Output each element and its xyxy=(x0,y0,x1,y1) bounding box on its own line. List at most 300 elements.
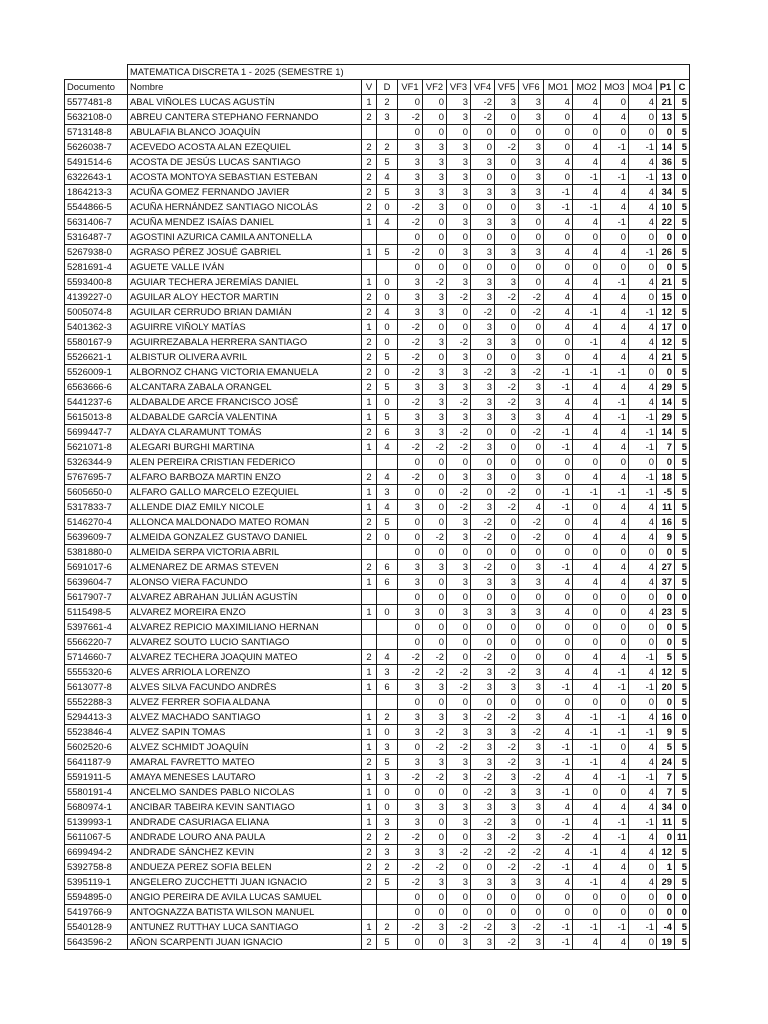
cell-mo2: 0 xyxy=(573,260,601,275)
cell-nombre: ANDRADE SÁNCHEZ KEVIN xyxy=(128,845,362,860)
table-row xyxy=(65,935,690,950)
cell-nombre: AGRASO PÉREZ JOSUÉ GABRIEL xyxy=(128,245,362,260)
cell-vf5: 0 xyxy=(495,425,519,440)
cell-vf6: -2 xyxy=(519,530,544,545)
cell-documento: 5593400-8 xyxy=(65,275,128,290)
cell-mo4: 0 xyxy=(629,860,657,875)
cell-vf2: -2 xyxy=(423,650,447,665)
cell-documento: 5392758-8 xyxy=(65,860,128,875)
cell-vf2: 3 xyxy=(423,800,447,815)
cell-vf5: 3 xyxy=(495,680,519,695)
table-row xyxy=(65,485,690,500)
cell-mo1: 0 xyxy=(544,170,573,185)
cell-nombre: ANGIO PEREIRA DE AVILA LUCAS SAMUEL xyxy=(128,890,362,905)
cell-mo3: -1 xyxy=(601,170,629,185)
cell-d: 4 xyxy=(377,500,398,515)
cell-v: 2 xyxy=(362,515,377,530)
cell-mo1: 0 xyxy=(544,455,573,470)
cell-vf4: 0 xyxy=(471,905,495,920)
cell-vf6: 3 xyxy=(519,935,544,950)
cell-vf2: 0 xyxy=(423,455,447,470)
cell-nombre: AGOSTINI AZURICA CAMILA ANTONELLA xyxy=(128,230,362,245)
cell-c: 5 xyxy=(675,455,690,470)
cell-vf3: 0 xyxy=(447,695,471,710)
cell-mo1: 4 xyxy=(544,245,573,260)
cell-c: 5 xyxy=(675,425,690,440)
cell-vf6: 3 xyxy=(519,560,544,575)
cell-nombre: ABAL VIÑOLES LUCAS AGUSTÍN xyxy=(128,95,362,110)
cell-vf5: -2 xyxy=(495,485,519,500)
cell-v xyxy=(362,695,377,710)
cell-mo1: -1 xyxy=(544,425,573,440)
header-p1: P1 xyxy=(657,80,675,95)
cell-vf4: 3 xyxy=(471,800,495,815)
cell-vf4: -2 xyxy=(471,305,495,320)
cell-vf3: 3 xyxy=(447,710,471,725)
cell-mo1: 0 xyxy=(544,470,573,485)
cell-p1: 16 xyxy=(657,710,675,725)
cell-documento: 5526009-1 xyxy=(65,365,128,380)
table-row xyxy=(65,185,690,200)
cell-nombre: ALMENAREZ DE ARMAS STEVEN xyxy=(128,560,362,575)
cell-vf3: 0 xyxy=(447,455,471,470)
cell-mo4: -1 xyxy=(629,920,657,935)
cell-mo4: 4 xyxy=(629,830,657,845)
cell-vf6: 3 xyxy=(519,95,544,110)
cell-c: 5 xyxy=(675,245,690,260)
cell-mo4: 0 xyxy=(629,890,657,905)
cell-vf2: 0 xyxy=(423,500,447,515)
cell-mo3: 4 xyxy=(601,335,629,350)
grades-sheet xyxy=(64,64,690,950)
cell-mo1: 0 xyxy=(544,695,573,710)
cell-nombre: AMARAL FAVRETTO MATEO xyxy=(128,755,362,770)
cell-vf4: -2 xyxy=(471,110,495,125)
cell-vf3: 3 xyxy=(447,365,471,380)
cell-c: 0 xyxy=(675,890,690,905)
cell-documento: 5643596-2 xyxy=(65,935,128,950)
cell-vf1: -2 xyxy=(398,875,423,890)
cell-p1: 19 xyxy=(657,935,675,950)
cell-vf1: -2 xyxy=(398,860,423,875)
cell-documento: 5552288-3 xyxy=(65,695,128,710)
cell-vf2: 0 xyxy=(423,605,447,620)
cell-mo2: 4 xyxy=(573,290,601,305)
cell-vf3: 3 xyxy=(447,110,471,125)
cell-v: 1 xyxy=(362,275,377,290)
cell-mo3: 4 xyxy=(601,155,629,170)
cell-c: 5 xyxy=(675,275,690,290)
cell-mo2: 0 xyxy=(573,545,601,560)
cell-c: 0 xyxy=(675,800,690,815)
cell-vf3: 3 xyxy=(447,815,471,830)
cell-mo2: 4 xyxy=(573,185,601,200)
cell-mo3: 0 xyxy=(601,545,629,560)
cell-documento: 5714660-7 xyxy=(65,650,128,665)
cell-mo4: 4 xyxy=(629,875,657,890)
cell-vf1: 0 xyxy=(398,545,423,560)
cell-vf4: 3 xyxy=(471,245,495,260)
cell-documento: 5626038-7 xyxy=(65,140,128,155)
cell-vf6: 3 xyxy=(519,380,544,395)
cell-v: 2 xyxy=(362,560,377,575)
cell-vf5: 0 xyxy=(495,470,519,485)
cell-mo2: 0 xyxy=(573,125,601,140)
cell-nombre: ACOSTA MONTOYA SEBASTIAN ESTEBAN xyxy=(128,170,362,185)
cell-vf6: 3 xyxy=(519,800,544,815)
cell-nombre: ACUÑA MENDEZ ISAÍAS DANIEL xyxy=(128,215,362,230)
cell-mo3: 4 xyxy=(601,515,629,530)
cell-documento: 5281691-4 xyxy=(65,260,128,275)
cell-v xyxy=(362,125,377,140)
header-mo4: MO4 xyxy=(629,80,657,95)
cell-vf3: 3 xyxy=(447,155,471,170)
cell-mo3: 4 xyxy=(601,200,629,215)
cell-c: 0 xyxy=(675,230,690,245)
cell-mo3: 0 xyxy=(601,740,629,755)
cell-vf6: -2 xyxy=(519,770,544,785)
cell-v: 1 xyxy=(362,710,377,725)
cell-vf1: -2 xyxy=(398,200,423,215)
cell-mo2: -1 xyxy=(573,920,601,935)
cell-vf4: 3 xyxy=(471,410,495,425)
cell-mo3: -1 xyxy=(601,410,629,425)
cell-d: 6 xyxy=(377,425,398,440)
cell-vf1: 3 xyxy=(398,680,423,695)
cell-mo4: 4 xyxy=(629,200,657,215)
cell-vf6: 3 xyxy=(519,575,544,590)
cell-vf1: 3 xyxy=(398,500,423,515)
cell-vf1: 0 xyxy=(398,530,423,545)
cell-vf3: 3 xyxy=(447,755,471,770)
table-row xyxy=(65,665,690,680)
cell-mo2: 0 xyxy=(573,890,601,905)
cell-mo1: 4 xyxy=(544,575,573,590)
cell-c: 5 xyxy=(675,260,690,275)
cell-vf1: 3 xyxy=(398,140,423,155)
cell-vf1: 0 xyxy=(398,455,423,470)
cell-vf4: 3 xyxy=(471,665,495,680)
cell-mo2: 4 xyxy=(573,560,601,575)
cell-vf4: 3 xyxy=(471,380,495,395)
cell-vf6: 3 xyxy=(519,350,544,365)
cell-documento: 5767695-7 xyxy=(65,470,128,485)
cell-vf1: -2 xyxy=(398,215,423,230)
cell-mo1: -1 xyxy=(544,365,573,380)
cell-c: 5 xyxy=(675,470,690,485)
cell-mo2: -1 xyxy=(573,170,601,185)
cell-vf5: 3 xyxy=(495,725,519,740)
cell-vf6: -2 xyxy=(519,860,544,875)
cell-vf3: 3 xyxy=(447,185,471,200)
cell-c: 0 xyxy=(675,905,690,920)
cell-mo4: 0 xyxy=(629,935,657,950)
cell-mo1: 0 xyxy=(544,140,573,155)
cell-vf3: 0 xyxy=(447,650,471,665)
cell-vf6: 0 xyxy=(519,230,544,245)
cell-vf2: 0 xyxy=(423,620,447,635)
table-row xyxy=(65,470,690,485)
cell-vf6: 0 xyxy=(519,215,544,230)
cell-mo4: -1 xyxy=(629,650,657,665)
cell-vf6: 3 xyxy=(519,740,544,755)
cell-mo3: -1 xyxy=(601,830,629,845)
cell-nombre: ALDABALDE ARCE FRANCISCO JOSÉ xyxy=(128,395,362,410)
cell-c: 5 xyxy=(675,410,690,425)
cell-vf5: 0 xyxy=(495,695,519,710)
cell-d: 5 xyxy=(377,515,398,530)
cell-c: 5 xyxy=(675,635,690,650)
cell-mo2: 0 xyxy=(573,620,601,635)
cell-vf4: 3 xyxy=(471,575,495,590)
cell-c: 5 xyxy=(675,620,690,635)
cell-vf3: 0 xyxy=(447,905,471,920)
cell-mo1: 4 xyxy=(544,725,573,740)
cell-d: 2 xyxy=(377,95,398,110)
cell-v: 2 xyxy=(362,860,377,875)
cell-v: 1 xyxy=(362,665,377,680)
cell-vf5: 0 xyxy=(495,650,519,665)
cell-mo1: 0 xyxy=(544,350,573,365)
cell-vf2: -2 xyxy=(423,440,447,455)
cell-p1: 5 xyxy=(657,650,675,665)
cell-nombre: AGUIRRE VIÑOLY MATÍAS xyxy=(128,320,362,335)
cell-vf2: 3 xyxy=(423,680,447,695)
cell-documento: 5419766-9 xyxy=(65,905,128,920)
cell-vf1: -2 xyxy=(398,470,423,485)
cell-vf1: 0 xyxy=(398,635,423,650)
cell-vf1: 0 xyxy=(398,515,423,530)
cell-vf6: 3 xyxy=(519,830,544,845)
cell-mo3: 4 xyxy=(601,650,629,665)
cell-p1: 0 xyxy=(657,830,675,845)
cell-mo2: 0 xyxy=(573,605,601,620)
cell-d: 4 xyxy=(377,470,398,485)
title-row xyxy=(65,65,690,80)
cell-mo4: 4 xyxy=(629,515,657,530)
cell-mo4: -1 xyxy=(629,170,657,185)
cell-mo3: -1 xyxy=(601,365,629,380)
cell-d xyxy=(377,260,398,275)
cell-mo1: 0 xyxy=(544,635,573,650)
header-vf3: VF3 xyxy=(447,80,471,95)
cell-vf1: 0 xyxy=(398,890,423,905)
cell-v: 2 xyxy=(362,830,377,845)
table-row xyxy=(65,170,690,185)
cell-vf6: 0 xyxy=(519,320,544,335)
cell-c: 5 xyxy=(675,200,690,215)
table-row xyxy=(65,95,690,110)
table-row xyxy=(65,695,690,710)
cell-c: 5 xyxy=(675,530,690,545)
cell-mo4: -1 xyxy=(629,815,657,830)
header-nombre: Nombre xyxy=(128,80,362,95)
cell-mo4: 4 xyxy=(629,95,657,110)
cell-vf4: -2 xyxy=(471,515,495,530)
cell-c: 5 xyxy=(675,650,690,665)
cell-vf3: 0 xyxy=(447,635,471,650)
cell-vf6: -2 xyxy=(519,920,544,935)
cell-mo2: 0 xyxy=(573,635,601,650)
cell-vf4: 3 xyxy=(471,290,495,305)
cell-vf2: 0 xyxy=(423,695,447,710)
cell-c: 5 xyxy=(675,860,690,875)
cell-v: 1 xyxy=(362,785,377,800)
cell-mo3: 4 xyxy=(601,350,629,365)
cell-v: 2 xyxy=(362,365,377,380)
cell-p1: 0 xyxy=(657,905,675,920)
cell-mo4: 4 xyxy=(629,710,657,725)
cell-nombre: ACEVEDO ACOSTA ALAN EZEQUIEL xyxy=(128,140,362,155)
cell-p1: 0 xyxy=(657,620,675,635)
cell-vf5: -2 xyxy=(495,710,519,725)
cell-p1: 0 xyxy=(657,545,675,560)
cell-vf5: 3 xyxy=(495,785,519,800)
table-row xyxy=(65,455,690,470)
cell-vf3: 3 xyxy=(447,605,471,620)
header-vf5: VF5 xyxy=(495,80,519,95)
cell-nombre: ALEN PEREIRA CRISTIAN FEDERICO xyxy=(128,455,362,470)
cell-vf6: 0 xyxy=(519,485,544,500)
cell-vf5: 3 xyxy=(495,335,519,350)
cell-vf1: 3 xyxy=(398,815,423,830)
cell-vf4: 3 xyxy=(471,320,495,335)
cell-nombre: ANDUEZA PEREZ SOFIA BELEN xyxy=(128,860,362,875)
cell-documento: 6322643-1 xyxy=(65,170,128,185)
cell-vf1: -2 xyxy=(398,440,423,455)
cell-mo2: 4 xyxy=(573,95,601,110)
cell-documento: 4139227-0 xyxy=(65,290,128,305)
cell-p1: 15 xyxy=(657,290,675,305)
cell-v: 2 xyxy=(362,935,377,950)
cell-mo3: 0 xyxy=(601,635,629,650)
cell-documento: 5591911-5 xyxy=(65,770,128,785)
cell-mo4: 4 xyxy=(629,740,657,755)
cell-vf6: -2 xyxy=(519,725,544,740)
cell-documento: 5540128-9 xyxy=(65,920,128,935)
cell-documento: 5641187-9 xyxy=(65,755,128,770)
cell-vf5: 0 xyxy=(495,200,519,215)
cell-nombre: ALVEZ FERRER SOFIA ALDANA xyxy=(128,695,362,710)
cell-vf2: 3 xyxy=(423,335,447,350)
cell-v: 1 xyxy=(362,485,377,500)
cell-mo4: -1 xyxy=(629,470,657,485)
cell-mo1: -1 xyxy=(544,935,573,950)
cell-mo2: 4 xyxy=(573,665,601,680)
table-row xyxy=(65,620,690,635)
cell-vf5: 3 xyxy=(495,215,519,230)
cell-mo3: 4 xyxy=(601,320,629,335)
cell-c: 5 xyxy=(675,815,690,830)
cell-v: 1 xyxy=(362,680,377,695)
cell-mo2: -1 xyxy=(573,755,601,770)
cell-v: 2 xyxy=(362,155,377,170)
cell-d: 2 xyxy=(377,860,398,875)
cell-documento: 6563666-6 xyxy=(65,380,128,395)
cell-p1: -4 xyxy=(657,920,675,935)
cell-mo3: -1 xyxy=(601,815,629,830)
cell-vf3: 0 xyxy=(447,785,471,800)
cell-nombre: ALCANTARA ZABALA ORANGEL xyxy=(128,380,362,395)
cell-vf2: 3 xyxy=(423,185,447,200)
cell-vf4: 0 xyxy=(471,485,495,500)
cell-documento: 5699447-7 xyxy=(65,425,128,440)
cell-c: 11 xyxy=(675,830,690,845)
table-row xyxy=(65,830,690,845)
cell-vf3: -2 xyxy=(447,500,471,515)
cell-documento: 5580191-4 xyxy=(65,785,128,800)
cell-mo1: 0 xyxy=(544,335,573,350)
cell-vf5: -2 xyxy=(495,140,519,155)
cell-d xyxy=(377,230,398,245)
cell-nombre: ABULAFIA BLANCO JOAQUÍN xyxy=(128,125,362,140)
cell-vf3: 0 xyxy=(447,305,471,320)
cell-d xyxy=(377,545,398,560)
cell-nombre: ALMEIDA GONZALEZ GUSTAVO DANIEL xyxy=(128,530,362,545)
cell-vf3: 0 xyxy=(447,320,471,335)
cell-vf2: 0 xyxy=(423,95,447,110)
table-row xyxy=(65,635,690,650)
cell-p1: 13 xyxy=(657,110,675,125)
cell-vf3: 3 xyxy=(447,170,471,185)
cell-mo2: 4 xyxy=(573,380,601,395)
cell-vf2: 0 xyxy=(423,905,447,920)
cell-c: 5 xyxy=(675,350,690,365)
cell-vf1: 0 xyxy=(398,695,423,710)
cell-nombre: ALMEIDA SERPA VICTORIA ABRIL xyxy=(128,545,362,560)
cell-v: 2 xyxy=(362,875,377,890)
cell-d: 2 xyxy=(377,140,398,155)
cell-vf6: 3 xyxy=(519,410,544,425)
cell-vf4: -2 xyxy=(471,710,495,725)
cell-documento: 5317833-7 xyxy=(65,500,128,515)
cell-mo1: -1 xyxy=(544,380,573,395)
cell-mo1: 4 xyxy=(544,320,573,335)
cell-d: 5 xyxy=(377,245,398,260)
cell-mo3: 4 xyxy=(601,185,629,200)
cell-vf1: 3 xyxy=(398,800,423,815)
cell-mo3: 4 xyxy=(601,440,629,455)
cell-vf2: 3 xyxy=(423,380,447,395)
cell-vf2: 0 xyxy=(423,515,447,530)
cell-vf2: 3 xyxy=(423,155,447,170)
cell-mo4: -1 xyxy=(629,770,657,785)
cell-vf2: -2 xyxy=(423,530,447,545)
cell-vf5: -2 xyxy=(495,740,519,755)
cell-mo4: 4 xyxy=(629,500,657,515)
cell-vf2: 0 xyxy=(423,245,447,260)
table-row xyxy=(65,530,690,545)
cell-p1: 17 xyxy=(657,320,675,335)
cell-mo1: 0 xyxy=(544,890,573,905)
cell-v: 2 xyxy=(362,380,377,395)
cell-mo3: -1 xyxy=(601,395,629,410)
cell-mo4: 4 xyxy=(629,395,657,410)
cell-vf4: -2 xyxy=(471,530,495,545)
table-row xyxy=(65,500,690,515)
cell-mo2: 4 xyxy=(573,140,601,155)
cell-c: 5 xyxy=(675,335,690,350)
cell-vf4: 3 xyxy=(471,215,495,230)
cell-mo1: 4 xyxy=(544,665,573,680)
table-row xyxy=(65,425,690,440)
table-row xyxy=(65,710,690,725)
cell-nombre: ALVES ARRIOLA LORENZO xyxy=(128,665,362,680)
cell-nombre: AMAYA MENESES LAUTARO xyxy=(128,770,362,785)
cell-vf5: -2 xyxy=(495,935,519,950)
cell-nombre: ALVAREZ SOUTO LUCIO SANTIAGO xyxy=(128,635,362,650)
cell-p1: 7 xyxy=(657,785,675,800)
